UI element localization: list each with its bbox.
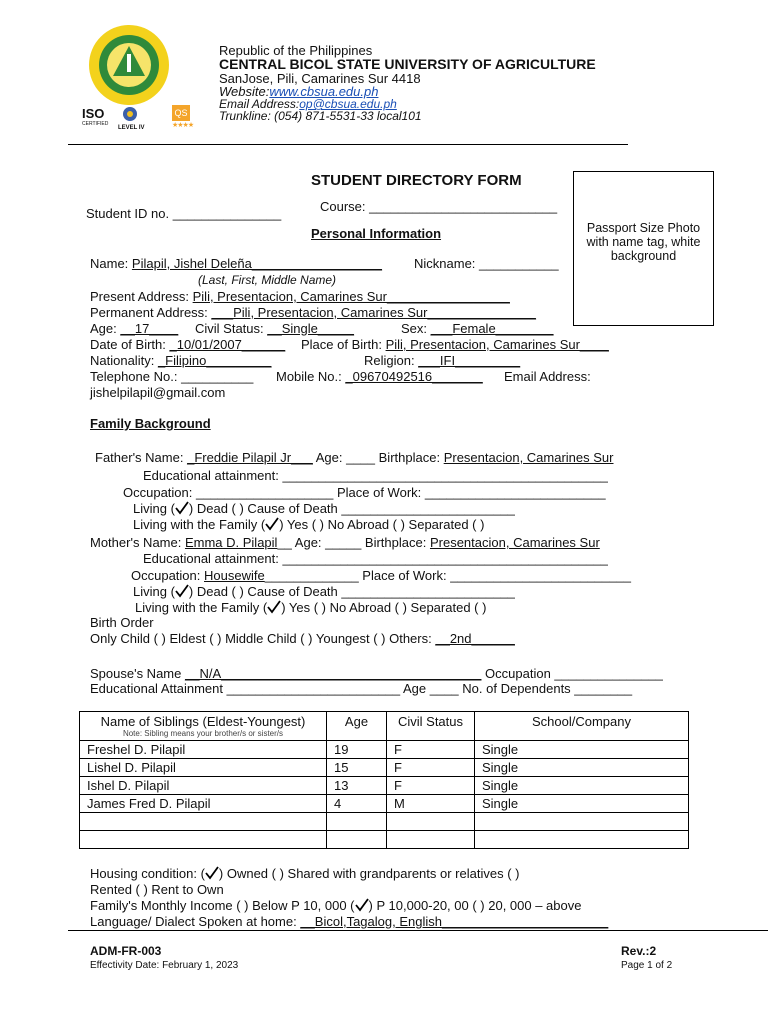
sex-label: Sex: xyxy=(401,321,428,336)
effectivity-date: Effectivity Date: February 1, 2023 xyxy=(90,960,239,971)
university-address: SanJose, Pili, Camarines Sur 4418 xyxy=(219,71,421,86)
birth-order-row xyxy=(90,631,515,646)
sibling-school[interactable] xyxy=(475,813,689,831)
table-row xyxy=(80,777,689,795)
father-lwf-row xyxy=(133,517,484,532)
table-row xyxy=(80,759,689,777)
civil-label: Civil Status: xyxy=(195,321,264,336)
sibling-civil[interactable]: F xyxy=(387,741,475,759)
table-row xyxy=(80,813,689,831)
mother-educ[interactable]: Educational attainment: _____________________________________________ xyxy=(143,551,608,566)
sex-value[interactable]: ___Female________ xyxy=(430,321,554,336)
sibling-school[interactable]: Single xyxy=(475,777,689,795)
email-address-value[interactable]: jishelpilapil@gmail.com xyxy=(90,385,226,400)
personal-info-heading: Personal Information xyxy=(311,226,442,241)
level-text: LEVEL IV xyxy=(118,125,145,131)
birth-order-value[interactable]: __2nd______ xyxy=(435,631,515,646)
sibling-civil[interactable]: F xyxy=(387,777,475,795)
mother-name-row xyxy=(90,535,600,550)
university-seal xyxy=(88,24,170,106)
mother-occ-label: Occupation: xyxy=(131,568,201,583)
birth-order-label: Birth Order xyxy=(90,615,154,630)
form-title: STUDENT DIRECTORY FORM xyxy=(311,172,522,189)
iso-sub: CERTIFIED xyxy=(82,121,109,127)
header-divider xyxy=(68,144,628,145)
sibling-civil[interactable] xyxy=(387,813,475,831)
sibling-school[interactable]: Single xyxy=(475,759,689,777)
present-address-label: Present Address: xyxy=(90,289,189,304)
checkmark-icon xyxy=(205,866,219,880)
mother-living-b: ) Dead ( ) Cause of Death ________________________ xyxy=(188,584,515,599)
table-row xyxy=(80,741,689,759)
present-address-value[interactable]: Pili, Presentacion, Camarines Sur_________________ xyxy=(192,289,510,304)
father-educ[interactable]: Educational attainment: _____________________________________________ xyxy=(143,468,608,483)
permanent-address-value[interactable]: ___Pili, Presentacion, Camarines Sur_______________ xyxy=(211,305,536,320)
sibling-age[interactable]: 13 xyxy=(327,777,387,795)
sibling-school[interactable] xyxy=(475,831,689,849)
qs-stars: ★★★★ xyxy=(172,122,194,129)
income-row xyxy=(90,898,581,913)
father-age[interactable]: Age: ____ xyxy=(315,450,376,465)
father-name-row xyxy=(95,450,614,465)
revision: Rev.:2 xyxy=(621,944,657,958)
checkmark-icon xyxy=(355,898,369,912)
student-id-field[interactable]: Student ID no. _______________ xyxy=(86,206,282,221)
permanent-address-label: Permanent Address: xyxy=(90,305,208,320)
pob-value[interactable]: Pili, Presentacion, Camarines Sur____ xyxy=(385,337,609,352)
header-name: Name of Siblings (Eldest-Youngest) xyxy=(100,714,306,729)
dob-label: Date of Birth: xyxy=(90,337,166,352)
age-row xyxy=(90,321,178,336)
civil-value[interactable]: __Single_____ xyxy=(267,321,355,336)
sibling-age[interactable]: 15 xyxy=(327,759,387,777)
mother-name-value[interactable]: Emma D. Pilapil xyxy=(184,535,278,550)
income-a: Family's Monthly Income ( ) Below P 10, 000 ( xyxy=(90,898,355,913)
housing-row-2: Rented ( ) Rent to Own xyxy=(90,882,224,897)
spouse-value[interactable]: __N/A____________________________________ xyxy=(185,666,482,681)
religion-row xyxy=(364,353,520,368)
website-label: Website: xyxy=(219,84,270,99)
mother-living-a: Living ( xyxy=(133,584,175,599)
qs-text: QS xyxy=(172,105,190,121)
housing-b: ) Owned ( ) Shared with grandparents or relatives ( ) xyxy=(218,866,520,881)
checkmark-icon xyxy=(175,501,189,515)
sibling-age[interactable] xyxy=(327,831,387,849)
language-row xyxy=(90,914,608,929)
mother-birthplace-label: Birthplace: xyxy=(364,535,427,550)
checkmark-icon xyxy=(267,600,281,614)
photo-box xyxy=(573,171,714,326)
mother-occ-rest[interactable]: _____________ Place of Work: _________________________ xyxy=(264,568,631,583)
name-value[interactable]: Pilapil, Jishel Deleña__________________ xyxy=(131,256,383,271)
mother-lwf-b: ) Yes ( ) No Abroad ( ) Separated ( ) xyxy=(281,600,487,615)
pob-label: Place of Birth: xyxy=(301,337,382,352)
table-row xyxy=(80,831,689,849)
nickname-field[interactable]: Nickname: ___________ xyxy=(414,256,559,271)
page-number: Page 1 of 2 xyxy=(621,960,673,971)
mother-living-row xyxy=(133,584,515,599)
father-living-a: Living ( xyxy=(133,501,175,516)
email-link[interactable]: op@cbsua.edu.ph xyxy=(299,97,397,111)
sibling-civil[interactable]: F xyxy=(387,759,475,777)
siblings-note: Note: Sibling means your brother/s or sister/s xyxy=(122,729,284,738)
sibling-age[interactable] xyxy=(327,813,387,831)
sex-row xyxy=(401,321,554,336)
father-birthplace-value[interactable]: Presentacion, Camarines Sur xyxy=(443,450,614,465)
name-label: Name: xyxy=(90,256,129,271)
spouse-row xyxy=(90,666,663,681)
telephone-field[interactable]: Telephone No.: __________ xyxy=(90,369,254,384)
mother-age[interactable]: __ Age: _____ xyxy=(277,535,362,550)
family-heading: Family Background xyxy=(90,416,211,431)
name-row xyxy=(90,256,382,271)
mobile-row xyxy=(276,369,483,384)
level-badge xyxy=(118,106,145,131)
mobile-value[interactable]: _09670492516_______ xyxy=(345,369,483,384)
father-living-b: ) Dead ( ) Cause of Death ________________________ xyxy=(188,501,515,516)
qs-badge xyxy=(172,105,194,133)
trunkline: Trunkline: (054) 871-5531-33 local101 xyxy=(219,109,422,123)
course-field[interactable]: Course: __________________________ xyxy=(320,199,558,214)
sibling-name[interactable] xyxy=(80,813,327,831)
email-address-label: Email Address: xyxy=(504,369,591,384)
permanent-address-row xyxy=(90,305,536,320)
sibling-name[interactable]: James Fred D. Pilapil xyxy=(80,795,327,813)
sibling-age[interactable]: 19 xyxy=(327,741,387,759)
age-label: Age: xyxy=(90,321,117,336)
siblings-school-header: School/Company xyxy=(475,712,689,741)
father-birthplace-label: Birthplace: xyxy=(378,450,441,465)
mother-lwf-a: Living with the Family ( xyxy=(135,600,268,615)
website-link[interactable]: www.cbsua.edu.ph xyxy=(269,84,379,99)
name-hint: (Last, First, Middle Name) xyxy=(198,273,337,287)
nationality-value[interactable]: _Filipino_________ xyxy=(157,353,272,368)
photo-box-text: Passport Size Photo with name tag, white background xyxy=(586,221,701,263)
mother-lwf-row xyxy=(135,600,486,615)
nationality-row xyxy=(90,353,271,368)
dob-row xyxy=(90,337,285,352)
birth-order-options: Only Child ( ) Eldest ( ) Middle Child ( ) Youngest ( ) Others: xyxy=(90,631,432,646)
iso-badge xyxy=(82,106,108,127)
footer-divider xyxy=(68,930,768,931)
pob-row xyxy=(301,337,609,352)
age-value[interactable]: __17____ xyxy=(120,321,179,336)
sibling-name[interactable] xyxy=(80,831,327,849)
housing-a: Housing condition: ( xyxy=(90,866,205,881)
checkmark-icon xyxy=(265,517,279,531)
checkmark-icon xyxy=(175,584,189,598)
form-code: ADM-FR-003 xyxy=(90,944,162,958)
present-address-row xyxy=(90,289,510,304)
mother-birthplace-value[interactable]: Presentacion, Camarines Sur xyxy=(429,535,600,550)
email-label: Email Address: xyxy=(219,97,300,111)
mother-name-label: Mother's Name: xyxy=(90,535,182,550)
siblings-header-row xyxy=(80,712,689,741)
father-lwf-a: Living with the Family ( xyxy=(133,517,266,532)
iso-text: ISO xyxy=(82,106,105,121)
sibling-civil[interactable]: M xyxy=(387,795,475,813)
sibling-civil[interactable] xyxy=(387,831,475,849)
siblings-name-header xyxy=(80,712,327,741)
language-label: Language/ Dialect Spoken at home: xyxy=(90,914,297,929)
republic-line: Republic of the Philippines xyxy=(219,43,373,58)
sibling-age[interactable]: 4 xyxy=(327,795,387,813)
housing-row xyxy=(90,866,519,881)
father-lwf-b: ) Yes ( ) No Abroad ( ) Separated ( ) xyxy=(279,517,485,532)
nationality-label: Nationality: xyxy=(90,353,155,368)
language-value[interactable]: __Bicol,Tagalog, English_______________________ xyxy=(300,914,609,929)
siblings-table xyxy=(79,711,689,849)
mother-occupation-row xyxy=(131,568,631,583)
sibling-name[interactable]: Ishel D. Pilapil xyxy=(80,777,327,795)
sibling-school[interactable]: Single xyxy=(475,741,689,759)
mobile-label: Mobile No.: xyxy=(276,369,342,384)
spouse-educ[interactable]: Educational Attainment ________________________ Age ____ No. of Dependents ________ xyxy=(90,681,633,696)
religion-label: Religion: xyxy=(364,353,415,368)
sibling-name[interactable]: Freshel D. Pilapil xyxy=(80,741,327,759)
father-occupation[interactable]: Occupation: ___________________ Place of Work: _________________________ xyxy=(123,485,606,500)
sibling-school[interactable]: Single xyxy=(475,795,689,813)
mother-occ-value[interactable]: Housewife xyxy=(204,568,265,583)
dob-value[interactable]: _10/01/2007______ xyxy=(169,337,286,352)
income-b: ) P 10,000-20, 00 ( ) 20, 000 – above xyxy=(368,898,582,913)
university-name: CENTRAL BICOL STATE UNIVERSITY OF AGRICULTURE xyxy=(219,56,596,72)
siblings-age-header: Age xyxy=(327,712,387,741)
spouse-label: Spouse's Name xyxy=(90,666,182,681)
table-row xyxy=(80,795,689,813)
siblings-civil-header: Civil Status xyxy=(387,712,475,741)
spouse-occupation[interactable]: Occupation _______________ xyxy=(485,666,663,681)
civil-row xyxy=(195,321,354,336)
religion-value[interactable]: ___IFI_________ xyxy=(418,353,521,368)
sibling-name[interactable]: Lishel D. Pilapil xyxy=(80,759,327,777)
father-name-label: Father's Name: xyxy=(95,450,184,465)
father-name-value[interactable]: _Freddie Pilapil Jr___ xyxy=(187,450,313,465)
father-living-row xyxy=(133,501,515,516)
